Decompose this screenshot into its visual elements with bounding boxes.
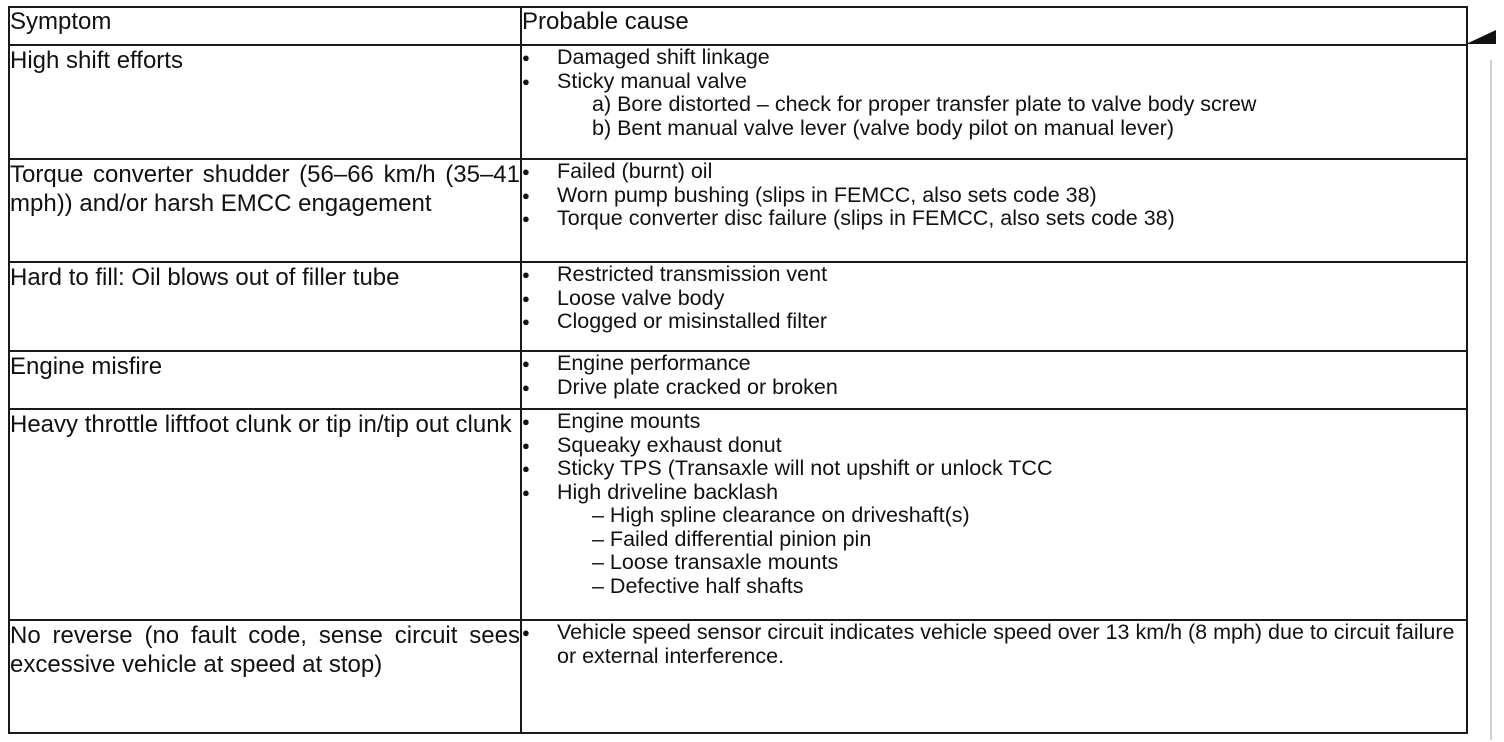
- symptom-cell: [9, 262, 521, 351]
- cause-item: [522, 263, 1466, 287]
- cause-text: Engine mounts: [557, 409, 701, 433]
- symptom-cell: [9, 620, 521, 733]
- cause-cell: [521, 351, 1467, 409]
- cause-subitem: – Defective half shafts: [592, 573, 804, 598]
- cause-text: Sticky manual valve: [557, 68, 747, 93]
- cause-text: Loose valve body: [557, 285, 725, 310]
- symptom-text: Hard to fill: Oil blows out of filler tube: [10, 264, 400, 291]
- cause-item: [522, 207, 1466, 231]
- symptom-cell: [9, 351, 521, 409]
- cause-item: [522, 481, 1466, 599]
- cause-item: [522, 310, 1466, 334]
- page-edge-shadow: [1490, 60, 1492, 740]
- cause-item: [522, 352, 1466, 376]
- table-row: [9, 351, 1467, 409]
- symptom-cell: [9, 159, 521, 262]
- symptom-cell: [9, 45, 521, 159]
- cause-subitem: – Failed differential pinion pin: [592, 526, 872, 551]
- cause-text: High driveline backlash: [557, 479, 779, 504]
- cause-text: Worn pump bushing (slips in FEMCC, also sets code 38): [557, 182, 1097, 207]
- cause-text: Failed (burnt) oil: [557, 159, 713, 183]
- cause-text: Clogged or misinstalled filter: [557, 309, 828, 333]
- cause-text: Vehicle speed sensor circuit indicates vehicle speed over 13 km/h (8 mph) due to circuit failure or external interference.: [557, 620, 1455, 668]
- cause-item: [522, 434, 1466, 458]
- table-row: [9, 45, 1467, 159]
- cause-subitem: – Loose transaxle mounts: [592, 550, 839, 574]
- cause-text: Restricted transmission vent: [557, 262, 828, 286]
- cause-text: Sticky TPS (Transaxle will not upshift or unlock TCC: [557, 456, 1053, 480]
- cause-item: [522, 621, 1466, 668]
- cause-cell: [521, 409, 1467, 620]
- cause-item: [522, 70, 1466, 141]
- cause-item: [522, 287, 1466, 311]
- cause-list: [522, 46, 1466, 140]
- symptom-column-header: Symptom: [9, 7, 521, 45]
- page-corner-mark: [1466, 30, 1496, 44]
- symptom-text: High shift efforts: [10, 47, 183, 74]
- cause-text: Damaged shift linkage: [557, 45, 770, 69]
- symptom-text: No reverse (no fault code, sense circuit sees excessive vehicle at speed at stop): [10, 622, 520, 678]
- cause-list: [522, 263, 1466, 334]
- cause-text: Drive plate cracked or broken: [557, 374, 838, 399]
- header-row: [9, 7, 1467, 45]
- cause-cell: [521, 159, 1467, 262]
- symptom-text: Engine misfire: [10, 353, 163, 380]
- cause-text: Squeaky exhaust donut: [557, 432, 782, 457]
- cause-item: [522, 410, 1466, 434]
- cause-item: [522, 457, 1466, 481]
- table-row: [9, 409, 1467, 620]
- cause-subitem: – High spline clearance on driveshaft(s): [592, 503, 970, 527]
- cause-list: [522, 160, 1466, 231]
- table-row: [9, 159, 1467, 262]
- cause-list: [522, 352, 1466, 399]
- cause-list: [522, 410, 1466, 598]
- table-row: [9, 262, 1467, 351]
- cause-item: [522, 46, 1466, 70]
- cause-cell: [521, 620, 1467, 733]
- cause-column-header: Probable cause: [521, 7, 1467, 45]
- cause-list: [522, 621, 1466, 668]
- symptom-text: Torque converter shudder (56–66 km/h (35–41 mph)) and/or harsh EMCC engagement: [10, 161, 520, 217]
- cause-cell: [521, 262, 1467, 351]
- cause-item: [522, 160, 1466, 184]
- cause-subitem: a) Bore distorted – check for proper transfer plate to valve body screw: [592, 92, 1257, 116]
- cause-text: Torque converter disc failure (slips in FEMCC, also sets code 38): [557, 206, 1175, 230]
- cause-item: [522, 184, 1466, 208]
- cause-subitem: b) Bent manual valve lever (valve body pilot on manual lever): [592, 115, 1174, 140]
- table-row: [9, 620, 1467, 733]
- cause-text: Engine performance: [557, 351, 751, 375]
- symptom-text: Heavy throttle liftfoot clunk or tip in/tip out clunk: [10, 411, 512, 438]
- cause-item: [522, 376, 1466, 400]
- troubleshooting-table: [8, 6, 1468, 734]
- symptom-cell: [9, 409, 521, 620]
- cause-cell: [521, 45, 1467, 159]
